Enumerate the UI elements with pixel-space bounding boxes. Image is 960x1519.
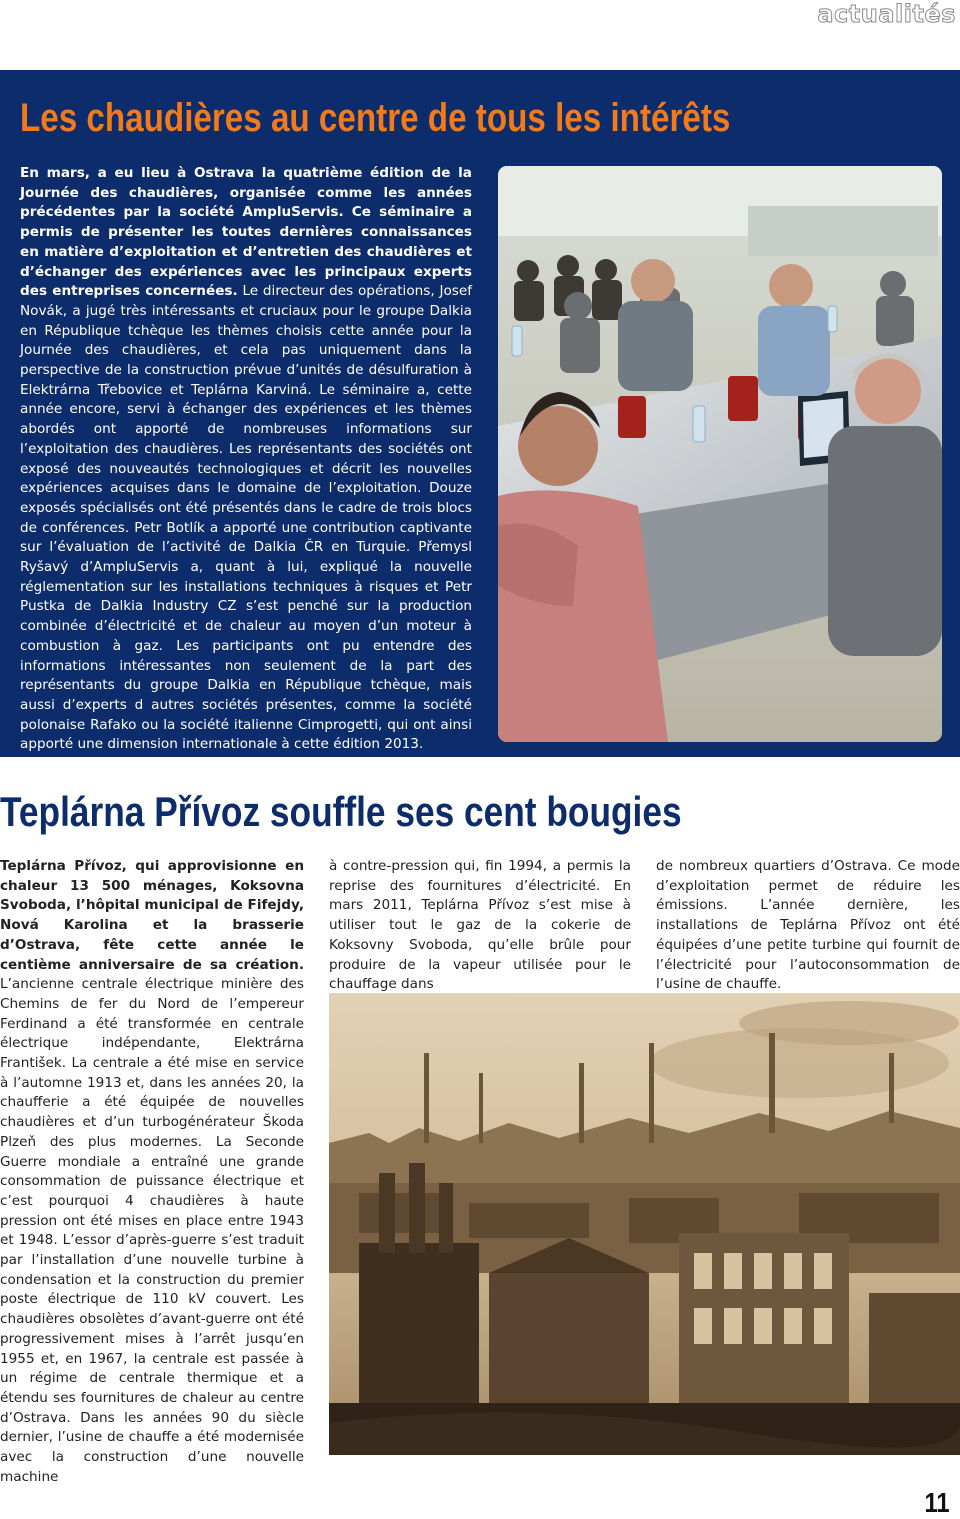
article1-title: Les chaudières au centre de tous les intérêts (20, 96, 731, 140)
article2-column-1 (0, 857, 304, 1488)
article2-column-2: à contre-pression qui, fin 1994, a permis la reprise des fournitures d’électricité. En mars 2011, Teplárna Přívoz s’est mise à utiliser tout le gaz de la cokerie de Koksovny Svoboda, qu’elle brûle pour produire de la vapeur utilisée pour le chauffage dans (329, 858, 631, 993)
historic-power-plant-photo (329, 993, 960, 1455)
article2-col1-body: L’ancienne centrale électrique minière des Chemins de fer du Nord de l’empereur Ferdinand a été transformée en centrale électrique indépendante, Elektrárna František. La centrale a été mise en service à l’automne 1913 et, dans les années 20, la chaufferie a été équipée de nouvelles chaudières et d’un turbogénérateur Škoda Plzeň des plus modernes. La Seconde Guerre mondiale a entraîné une grande consommation de puissance électrique et c’est pourquoi 4 chaudières à haute pression ont été mises en place entre 1943 et 1948. L’essor d’après-guerre s’est traduit par l’installation d’une nouvelle turbine à condensation et la construction du premier poste électrique de 110 kV couvert. Les chaudières obsolètes d’avant-guerre ont été progressivement mises à l’arrêt jusqu’en 1955 et, en 1967, la centrale est passée à un régime de centrale thermique et a étendu ses fournitures de chaleur au centre d’Ostrava. Dans les années 90 du siècle dernier, l’usine de chauffe a été modernisée avec la construction d’une nouvelle machine (0, 976, 304, 1485)
article1-lead: En mars, a eu lieu à Ostrava la quatrième édition de la Journée des chaudières, organisée comme les années précédentes par la société AmpluServis. Ce séminaire a permis de présenter les toutes dernières connaissances en matière d’exploitation et d’entretien des chaudières et d’échanger des expériences avec les principaux experts des entreprises concernées. (20, 165, 472, 300)
section-tag: actualités (817, 0, 956, 28)
page-number: 11 (924, 1487, 950, 1518)
article2-title: Teplárna Přívoz souffle ses cent bougies (0, 788, 682, 835)
article1-body: Le directeur des opérations, Josef Novák, a jugé très intéressants et cruciaux pour le groupe Dalkia en République tchèque les thèmes choisis cette année pour la Journée des chaudières, et cela pas uniquement dans la perspective de la construction prévue d’unités de désulfuration à Elektrárna Třebovice et Teplárna Karviná. Le séminaire a, cette année encore, servi à échanger des expériences et les thèmes abordés ont apporté de nombreuses informations sur l’exploitation des chaudières. Les représentants des sociétés ont exposé des nouveautés technologiques et décrit les nouvelles expériences acquises dans le domaine de l’exploitation. Douze exposés spécialisés ont été présentés dans le cadre de trois blocs de conférences. Petr Botlík a apporté une contribution captivante sur l’évaluation de l’activité de Dalkia ČR en Turquie. Přemysl Ryšavý d’AmpluServis a, quant à lui, expliqué la nouvelle réglementation sur les installations techniques à risques et Petr Pustka de Dalkia Industry CZ s’est penché sur la production combinée d’électricité et de chaleur au moyen d’un moteur à combustion à gaz. Les participants ont pu entendre des informations intéressantes non seulement de la part des représentants du groupe Dalkia en République tchèque, mais aussi d’experts d autres sociétés présentes, comme la société polonaise Rafako ou la société italienne Cimprogetti, qui ont ainsi apporté une dimension internationale à cette édition 2013. (20, 283, 472, 753)
seminar-photo (498, 166, 942, 742)
article2-lead: Teplárna Přívoz, qui approvisionne en chaleur 13 500 ménages, Koksovna Svoboda, l’hôpital municipal de Fifejdy, Nová Karolina et la brasserie d’Ostrava, fête cette année le centième anniversaire de sa création. (0, 858, 304, 973)
article1-text (20, 164, 472, 755)
article2-column-3: de nombreux quartiers d’Ostrava. Ce mode d’exploitation permet de réduire les émissions. L’année dernière, les installations de Teplárna Přívoz ont été équipées d’une petite turbine qui fournit de l’électricité pour l’autoconsommation de l’usine de chauffe. (656, 858, 960, 993)
